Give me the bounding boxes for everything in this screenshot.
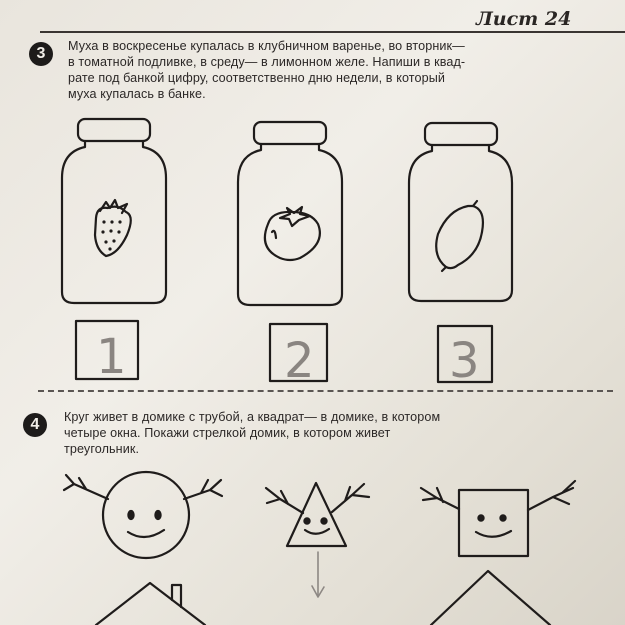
task-3-line-4: муха купалась в банке. bbox=[68, 87, 206, 101]
sheet-label: Лист 24 bbox=[476, 8, 572, 30]
tomato-icon bbox=[265, 207, 320, 260]
square-character[interactable] bbox=[421, 481, 575, 556]
task-3-line-3: рате под банкой цифру, соответственно дню недели, в который bbox=[68, 71, 445, 85]
house-with-chimney[interactable] bbox=[96, 583, 205, 625]
task-3-line-2: в томатной подливке, в среду— в лимонном желе. Напиши в квад- bbox=[68, 55, 466, 69]
answer-arrow bbox=[312, 552, 324, 597]
circle-character[interactable] bbox=[64, 472, 222, 558]
answer-digit-2: 2 bbox=[284, 333, 315, 389]
task-4-number: 4 bbox=[23, 413, 47, 437]
house-triangle-roof[interactable] bbox=[431, 571, 550, 625]
jar-strawberry bbox=[62, 119, 166, 303]
task-3-number: 3 bbox=[29, 42, 53, 66]
strawberry-icon bbox=[95, 200, 131, 256]
task-4-line-1: Круг живет в домике с трубой, а квадрат— в домике, в котором bbox=[64, 410, 441, 424]
lemon-icon bbox=[436, 201, 483, 271]
jar-tomato bbox=[238, 122, 342, 305]
answer-digit-3: 3 bbox=[449, 333, 480, 389]
task-4-line-2: четыре окна. Покажи стрелкой домик, в котором живет bbox=[64, 426, 391, 440]
task-4-line-3: треугольник. bbox=[64, 442, 140, 456]
task-4-text bbox=[64, 409, 440, 457]
answer-digit-1: 1 bbox=[96, 329, 127, 385]
task-3-line-1: Муха в воскресенье купалась в клубничном варенье, во вторник— bbox=[68, 39, 465, 53]
triangle-character[interactable] bbox=[266, 483, 369, 546]
section-divider bbox=[38, 390, 613, 392]
jar-lemon bbox=[409, 123, 512, 301]
